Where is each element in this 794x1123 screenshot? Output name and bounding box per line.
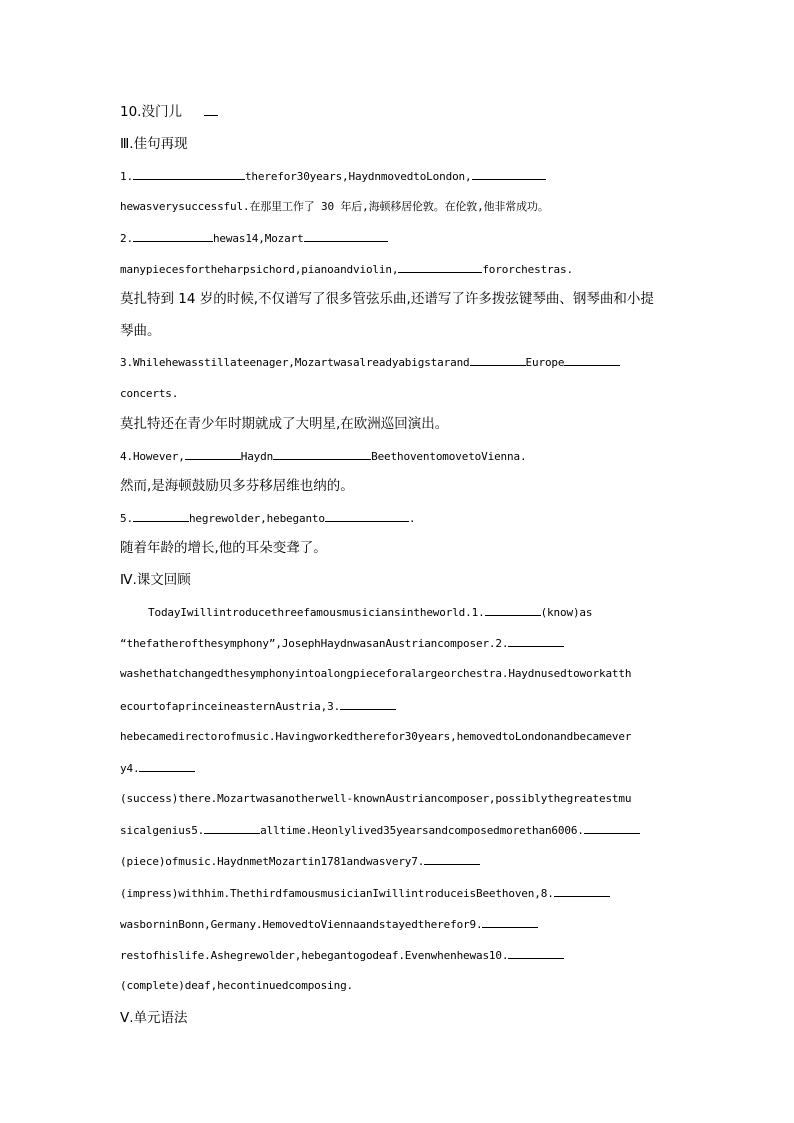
answer-blank[interactable] [133,510,189,522]
answer-blank[interactable] [508,635,564,647]
answer-blank[interactable] [470,354,526,366]
answer-blank[interactable] [482,916,538,928]
passage-text: (impress)withhim.ThethirdfamousmusicianIwillintroduceisBeethoven,8. [120,887,554,900]
passage-text: y4. [120,762,140,775]
passage-line-3: washethatchangedthesymphonyintoalongpieceforalargeorchestra.Haydnusedtoworkatth [120,667,632,680]
passage-line-7: (success)there.Mozartwasanotherwell-knownAustriancomposer,possiblythegreatestmu [120,792,632,805]
passage-text: (know)as [540,606,593,619]
sentence-4-translation: 然而,是海顿鼓励贝多芬移居维也纳的。 [120,478,354,494]
passage-text: TodayIwillintroducethreefamousmusiciansintheworld.1. [148,606,485,619]
passage-line-2 [120,635,564,652]
answer-blank[interactable] [304,230,388,242]
answer-blank[interactable] [133,230,213,242]
sentence-2-text-2: manypiecesfortheharpsichord,pianoandviolin, [120,263,399,276]
passage-text: alltime.Heonlylived35yearsandcomposedmorethan6006. [260,824,584,837]
item-10 [120,104,218,120]
answer-blank[interactable] [133,168,245,180]
section-heading-3: Ⅲ.佳句再现 [120,136,188,152]
sentence-2-number: 2. [120,232,133,245]
answer-blank[interactable] [325,510,409,522]
answer-blank[interactable] [139,760,195,772]
answer-blank[interactable] [424,853,480,865]
answer-blank[interactable] [554,885,610,897]
sentence-3-text-2: Europe [525,356,565,369]
passage-line-4 [120,698,396,715]
sentence-1-line-1 [120,168,546,185]
passage-text: ecourtofaprinceineasternAustria,3. [120,700,341,713]
sentence-1-number: 1. [120,170,133,183]
section-heading-5: Ⅴ.单元语法 [120,1010,188,1026]
passage-line-1 [148,604,592,621]
answer-blank[interactable] [398,261,482,273]
sentence-1-text: therefor30years,HaydnmovedtoLondon, [244,170,472,183]
sentence-3-text: 3.Whilehewasstillateenager,Mozartwasalreadyabigstarand [120,356,470,369]
passage-line-6 [120,760,195,777]
answer-blank[interactable] [340,698,396,710]
passage-line-5: hebecamedirectorofmusic.Havingworkedtherefor30years,hemovedtoLondonandbecamever [120,730,632,743]
answer-blank[interactable] [204,104,218,116]
passage-text: (piece)ofmusic.HaydnmetMozartin1781andwasvery7. [120,855,425,868]
answer-blank[interactable] [185,448,241,460]
sentence-4-text-3: BeethoventomovetoVienna. [371,450,527,463]
sentence-2-line-1 [120,230,388,247]
passage-line-12 [120,947,564,964]
sentence-5-translation: 随着年龄的增长,他的耳朵变聋了。 [120,540,327,556]
sentence-3-translation: 莫扎特还在青少年时期就成了大明星,在欧洲巡回演出。 [120,416,449,432]
sentence-1-line-2: hewasverysuccessful.在那里工作了 30 年后,海顿移居伦敦。在伦敦,他非常成功。 [120,200,549,213]
passage-line-8 [120,822,640,839]
passage-line-11 [120,916,538,933]
answer-blank[interactable] [485,604,541,616]
passage-line-9 [120,853,480,870]
section-heading-4: Ⅳ.课文回顾 [120,572,191,588]
answer-blank[interactable] [564,354,620,366]
answer-blank[interactable] [584,822,640,834]
sentence-2-translation-2: 琴曲。 [120,323,161,339]
sentence-5-number: 5. [120,512,133,525]
answer-blank[interactable] [508,947,564,959]
passage-text: restofhislife.Ashegrewolder,hebegantogodeaf.Evenwhenhewas10. [120,949,509,962]
sentence-4-text-2: Haydn [240,450,274,463]
passage-text: “thefatherofthesymphony”,JosephHaydnwasanAustriancomposer.2. [120,637,509,650]
passage-text: sicalgenius5. [120,824,205,837]
answer-blank[interactable] [273,448,371,460]
sentence-5-text: hegrewolder,hebeganto [188,512,325,525]
answer-blank[interactable] [204,822,260,834]
sentence-3-line-2: concerts. [120,387,179,400]
sentence-3-line-1 [120,354,620,371]
sentence-2-text-3: fororchestras. [482,263,573,276]
sentence-5-line-1 [120,510,415,527]
item-10-text: 10.没门儿 [120,104,182,120]
sentence-2-text: hewas14,Mozart [212,232,304,245]
sentence-5-text-2: . [408,512,416,525]
passage-line-13: (complete)deaf,hecontinuedcomposing. [120,979,354,992]
passage-text: wasborninBonn,Germany.HemovedtoViennaandstayedtherefor9. [120,918,483,931]
sentence-2-translation-1: 莫扎特到 14 岁的时候,不仅谱写了很多管弦乐曲,还谱写了许多拨弦键琴曲、钢琴曲和小提 [120,291,654,307]
passage-line-10 [120,885,610,902]
sentence-2-line-2 [120,261,573,278]
sentence-4-line-1 [120,448,526,465]
sentence-4-text: 4.However, [120,450,185,463]
answer-blank[interactable] [472,168,546,180]
